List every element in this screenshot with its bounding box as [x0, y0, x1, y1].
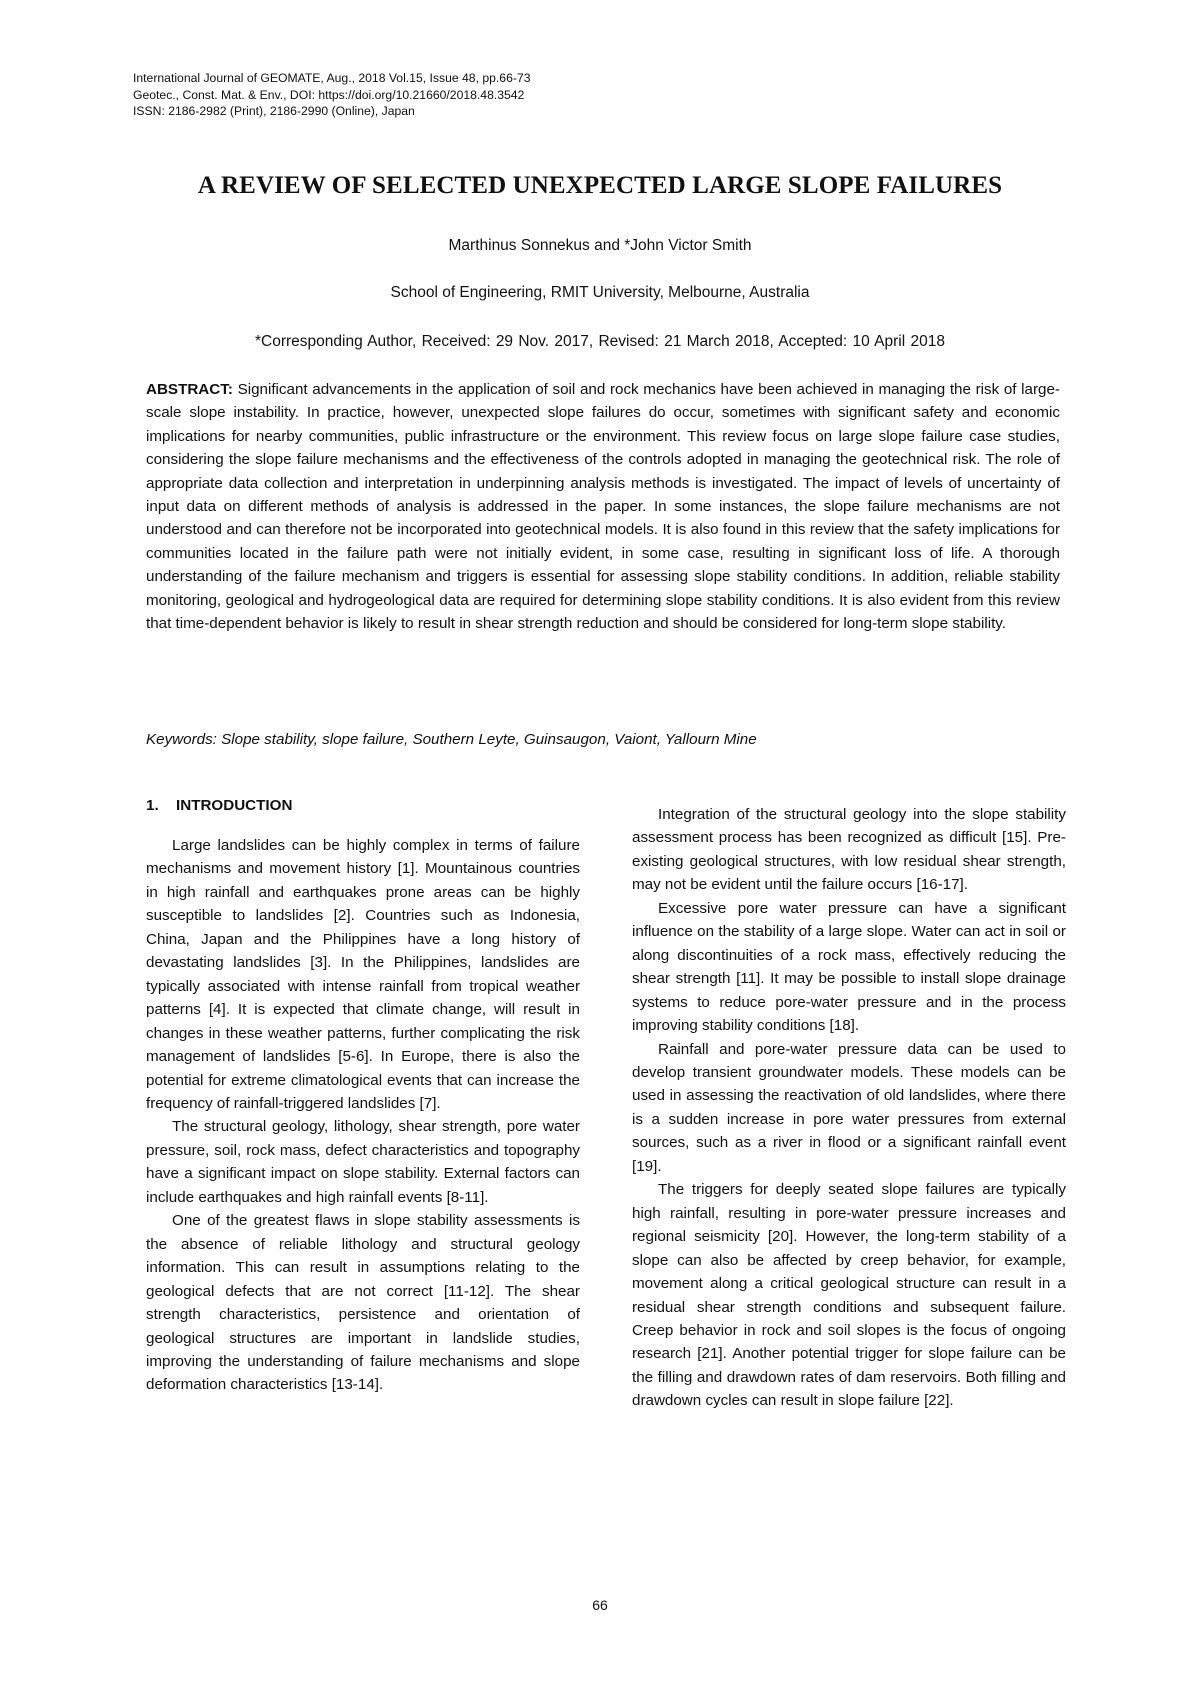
- journal-header-line: Geotec., Const. Mat. & Env., DOI: https://doi.org/10.21660/2018.48.3542: [133, 87, 525, 102]
- paragraph: Rainfall and pore-water pressure data can be used to develop transient groundwater models. These models can be used in assessing the reactivation of old landslides, where there is a sudden increase in pore water pressures from external sources, such as a river in flood or a significant rainfall event [19].: [632, 1040, 1066, 1175]
- journal-header-line: ISSN: 2186-2982 (Print), 2186-2990 (Online), Japan: [133, 104, 415, 119]
- section-heading: [146, 796, 580, 816]
- abstract-text: Significant advancements in the application of soil and rock mechanics have been achieved in managing the risk of large-scale slope instability. In practice, however, unexpected slope failures do occur, sometimes with significant safety and economic implications for nearby communities, public infrastructure or the environment. This review focus on large slope failure case studies, considering the slope failure mechanisms and the effectiveness of the controls adopted in managing the geotechnical risk. The role of appropriate data collection and interpretation in underpinning analysis methods is investigated. The impact of levels of uncertainty of input data on different methods of analysis is addressed in the paper. In some instances, the slope failure mechanisms are not understood and can therefore not be incorporated into geotechnical models. It is also found in this review that the safety implications for communities located in the failure path were not initially evident, in some case, resulting in significant loss of life. A thorough understanding of the failure mechanism and triggers is essential for assessing slope stability conditions. In addition, reliable stability monitoring, geological and hydrogeological data are required for determining slope stability conditions. It is also evident from this review that time-dependent behavior is likely to result in shear strength reduction and should be considered for long-term slope stability.: [146, 381, 1060, 633]
- paragraph: Large landslides can be highly complex in terms of failure mechanisms and movement history [1]. Mountainous countries in high rainfall and earthquakes prone areas can be highly susceptible to landslides [2]. Countries such as Indonesia, China, Japan and the Philippines have a long history of devastating landslides [3]. In the Philippines, landslides are typically associated with intense rainfall from tropical weather patterns [4]. It is expected that climate change, will result in changes in these weather patterns, further complicating the risk management of landslides [5-6]. In Europe, there is also the potential for extreme climatological events that can increase the frequency of rainfall-triggered landslides [7].: [146, 837, 580, 1112]
- abstract: [146, 378, 1060, 635]
- keywords: Keywords: Slope stability, slope failure, Southern Leyte, Guinsaugon, Vaiont, Yallourn Mine: [146, 731, 757, 748]
- paragraph: Excessive pore water pressure can have a significant influence on the stability of a large slope. Water can act in soil or along discontinuities of a rock mass, effectively reducing the shear strength [11]. It may be possible to install slope drainage systems to reduce pore-water pressure and in the process improving stability conditions [18].: [632, 899, 1066, 1035]
- author-list: Marthinus Sonnekus and *John Victor Smith: [448, 237, 752, 254]
- journal-header: [133, 70, 833, 120]
- journal-header-line: International Journal of GEOMATE, Aug., 2018 Vol.15, Issue 48, pp.66-73: [133, 71, 531, 85]
- paragraph: The triggers for deeply seated slope failures are typically high rainfall, resulting in pore-water pressure increases and regional seismicity [20]. However, the long-term stability of a slope can also be affected by creep behavior, for example, movement along a critical geological structure can result in a residual shear strength conditions and subsequent failure. Creep behavior in rock and soil slopes is the focus of ongoing research [21]. Another potential trigger for slope failure can be the filling and drawdown rates of dam reservoirs. Both filling and drawdown cycles can result in slope failure [22].: [632, 1181, 1066, 1410]
- section-title: INTRODUCTION: [176, 797, 293, 814]
- paragraph: One of the greatest flaws in slope stability assessments is the absence of reliable lithology and structural geology information. This can result in assumptions relating to the geological defects that are not correct [11-12]. The shear strength characteristics, persistence and orientation of geological structures are important in landslide studies, improving the understanding of failure mechanisms and slope deformation characteristics [13-14].: [146, 1212, 580, 1394]
- submission-dates: *Corresponding Author, Received: 29 Nov. 2017, Revised: 21 March 2018, Accepted: 10 April 2018: [255, 333, 945, 350]
- affiliation: School of Engineering, RMIT University, Melbourne, Australia: [390, 284, 810, 301]
- page-number: 66: [592, 1597, 608, 1613]
- left-column: [146, 796, 580, 1397]
- abstract-label: ABSTRACT:: [146, 381, 233, 398]
- paragraph: Integration of the structural geology into the slope stability assessment process has been recognized as difficult [15]. Pre-existing geological structures, with low residual shear strength, may not be evident until the failure occurs [16-17].: [632, 806, 1066, 894]
- right-column: [632, 803, 1066, 1413]
- paragraph: The structural geology, lithology, shear strength, pore water pressure, soil, rock mass, defect characteristics and topography have a significant impact on slope stability. External factors can include earthquakes and high rainfall events [8-11].: [146, 1118, 580, 1206]
- paper-title: A REVIEW OF SELECTED UNEXPECTED LARGE SLOPE FAILURES: [197, 172, 1003, 199]
- section-number: 1.: [146, 797, 159, 814]
